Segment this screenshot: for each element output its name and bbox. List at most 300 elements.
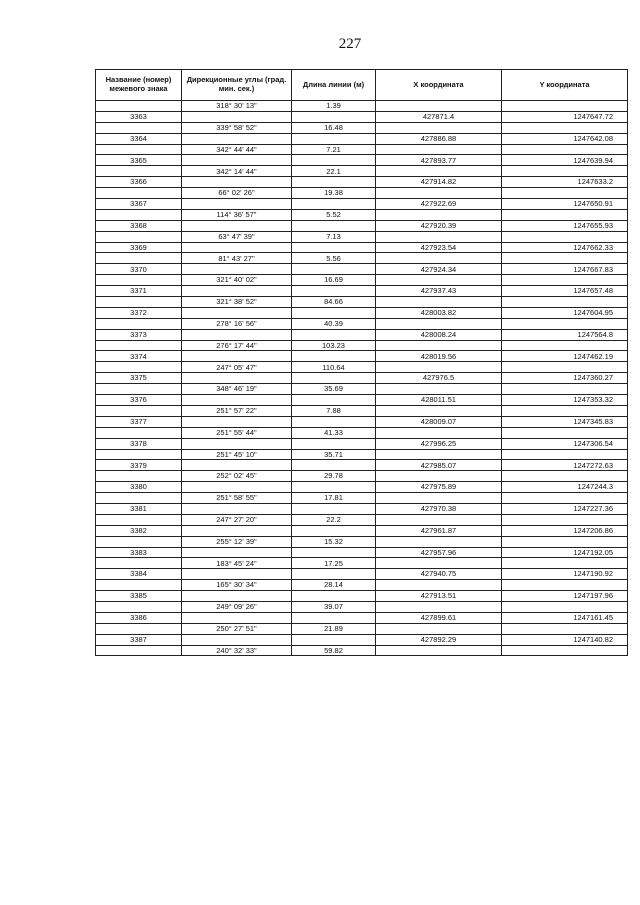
length-cell: 22.1 <box>292 166 376 177</box>
y-coordinate-cell: 1247190.92 <box>502 569 628 580</box>
point-name-cell: 3386 <box>96 612 182 623</box>
empty-cell <box>182 111 292 122</box>
point-name-cell: 3380 <box>96 482 182 493</box>
empty-cell <box>376 623 502 634</box>
x-coordinate-cell: 427913.51 <box>376 591 502 602</box>
empty-cell <box>376 188 502 199</box>
empty-cell <box>292 177 376 188</box>
length-cell: 41.33 <box>292 427 376 438</box>
empty-cell <box>502 514 628 525</box>
empty-cell <box>502 166 628 177</box>
empty-cell <box>292 503 376 514</box>
empty-cell <box>502 275 628 286</box>
y-coordinate-cell: 1247360.27 <box>502 373 628 384</box>
empty-cell <box>96 384 182 395</box>
y-coordinate-cell: 1247353.32 <box>502 395 628 406</box>
empty-cell <box>502 144 628 155</box>
empty-cell <box>182 438 292 449</box>
length-cell: 29.78 <box>292 471 376 482</box>
y-coordinate-cell: 1247604.95 <box>502 307 628 318</box>
empty-cell <box>292 199 376 210</box>
angle-cell: 342° 44' 44" <box>182 144 292 155</box>
empty-cell <box>182 264 292 275</box>
empty-cell <box>96 362 182 373</box>
empty-cell <box>292 373 376 384</box>
empty-cell <box>292 634 376 645</box>
empty-cell <box>502 188 628 199</box>
length-cell: 28.14 <box>292 580 376 591</box>
empty-cell <box>502 601 628 612</box>
y-coordinate-cell: 1247140.82 <box>502 634 628 645</box>
empty-cell <box>182 351 292 362</box>
x-coordinate-cell: 427975.89 <box>376 482 502 493</box>
empty-cell <box>96 471 182 482</box>
empty-cell <box>182 634 292 645</box>
point-name-cell: 3366 <box>96 177 182 188</box>
empty-cell <box>96 231 182 242</box>
angle-cell: 247° 05' 47" <box>182 362 292 373</box>
length-cell: 40.39 <box>292 318 376 329</box>
point-row <box>96 373 628 384</box>
empty-cell <box>182 547 292 558</box>
angle-cell: 250° 27' 51" <box>182 623 292 634</box>
point-name-cell: 3364 <box>96 133 182 144</box>
point-row <box>96 634 628 645</box>
point-name-cell: 3363 <box>96 111 182 122</box>
empty-cell <box>96 166 182 177</box>
length-cell: 7.88 <box>292 405 376 416</box>
y-coordinate-cell: 1247639.94 <box>502 155 628 166</box>
empty-cell <box>376 427 502 438</box>
empty-cell <box>182 416 292 427</box>
length-cell: 35.71 <box>292 449 376 460</box>
angle-cell: 81° 43' 27" <box>182 253 292 264</box>
empty-cell <box>292 155 376 166</box>
length-cell: 1.39 <box>292 101 376 112</box>
empty-cell <box>292 264 376 275</box>
empty-cell <box>182 133 292 144</box>
y-coordinate-cell: 1247564.8 <box>502 329 628 340</box>
point-name-cell: 3382 <box>96 525 182 536</box>
empty-cell <box>96 122 182 133</box>
empty-cell <box>96 318 182 329</box>
point-name-cell: 3384 <box>96 569 182 580</box>
angle-cell: 321° 40' 02" <box>182 275 292 286</box>
angle-cell: 114° 36' 57" <box>182 209 292 220</box>
empty-cell <box>376 209 502 220</box>
angle-cell: 276° 17' 44" <box>182 340 292 351</box>
angle-cell: 251° 45' 10" <box>182 449 292 460</box>
table-body <box>96 101 628 656</box>
length-cell: 15.32 <box>292 536 376 547</box>
empty-cell <box>96 645 182 656</box>
point-row <box>96 111 628 122</box>
angle-cell: 165° 30' 34" <box>182 580 292 591</box>
empty-cell <box>376 340 502 351</box>
x-coordinate-cell: 428011.51 <box>376 395 502 406</box>
segment-row <box>96 297 628 308</box>
empty-cell <box>182 199 292 210</box>
y-coordinate-cell: 1247197.96 <box>502 591 628 602</box>
angle-cell: 252° 02' 45" <box>182 471 292 482</box>
empty-cell <box>376 493 502 504</box>
angle-cell: 249° 09' 26" <box>182 601 292 612</box>
x-coordinate-cell: 427976.5 <box>376 373 502 384</box>
point-row <box>96 395 628 406</box>
angle-cell: 251° 57' 22" <box>182 405 292 416</box>
point-name-cell: 3377 <box>96 416 182 427</box>
angle-cell: 251° 55' 44" <box>182 427 292 438</box>
empty-cell <box>292 395 376 406</box>
empty-cell <box>96 601 182 612</box>
segment-row <box>96 645 628 656</box>
x-coordinate-cell: 427914.82 <box>376 177 502 188</box>
length-cell: 16.69 <box>292 275 376 286</box>
angle-cell: 278° 16' 56" <box>182 318 292 329</box>
length-cell: 22.2 <box>292 514 376 525</box>
segment-row <box>96 340 628 351</box>
angle-cell: 183° 45' 24" <box>182 558 292 569</box>
empty-cell <box>182 395 292 406</box>
empty-cell <box>502 340 628 351</box>
empty-cell <box>502 297 628 308</box>
x-coordinate-cell: 427961.87 <box>376 525 502 536</box>
empty-cell <box>182 460 292 471</box>
empty-cell <box>502 231 628 242</box>
point-name-cell: 3370 <box>96 264 182 275</box>
point-row <box>96 199 628 210</box>
empty-cell <box>292 591 376 602</box>
point-name-cell: 3379 <box>96 460 182 471</box>
empty-cell <box>502 101 628 112</box>
empty-cell <box>502 558 628 569</box>
angle-cell: 255° 12' 39" <box>182 536 292 547</box>
angle-cell: 240° 32' 33" <box>182 645 292 656</box>
x-coordinate-cell: 427924.34 <box>376 264 502 275</box>
empty-cell <box>376 297 502 308</box>
empty-cell <box>376 275 502 286</box>
empty-cell <box>182 155 292 166</box>
point-name-cell: 3374 <box>96 351 182 362</box>
segment-row <box>96 101 628 112</box>
point-row <box>96 569 628 580</box>
x-coordinate-cell: 427957.96 <box>376 547 502 558</box>
length-cell: 39.07 <box>292 601 376 612</box>
point-name-cell: 3371 <box>96 286 182 297</box>
segment-row <box>96 580 628 591</box>
x-coordinate-cell: 427871.4 <box>376 111 502 122</box>
point-name-cell: 3378 <box>96 438 182 449</box>
empty-cell <box>502 405 628 416</box>
empty-cell <box>376 384 502 395</box>
empty-cell <box>292 416 376 427</box>
point-row <box>96 286 628 297</box>
x-coordinate-cell: 427923.54 <box>376 242 502 253</box>
point-row <box>96 547 628 558</box>
y-coordinate-cell: 1247667.83 <box>502 264 628 275</box>
empty-cell <box>376 253 502 264</box>
empty-cell <box>376 122 502 133</box>
empty-cell <box>292 547 376 558</box>
empty-cell <box>292 351 376 362</box>
length-cell: 17.81 <box>292 493 376 504</box>
segment-row <box>96 427 628 438</box>
point-row <box>96 612 628 623</box>
empty-cell <box>502 384 628 395</box>
y-coordinate-cell: 1247657.48 <box>502 286 628 297</box>
empty-cell <box>292 242 376 253</box>
point-row <box>96 438 628 449</box>
y-coordinate-cell: 1247161.45 <box>502 612 628 623</box>
segment-row <box>96 209 628 220</box>
empty-cell <box>292 307 376 318</box>
empty-cell <box>96 188 182 199</box>
x-coordinate-cell: 427996.25 <box>376 438 502 449</box>
angle-cell: 342° 14' 44" <box>182 166 292 177</box>
empty-cell <box>96 405 182 416</box>
empty-cell <box>96 514 182 525</box>
x-coordinate-cell: 428019.56 <box>376 351 502 362</box>
empty-cell <box>502 493 628 504</box>
y-coordinate-cell: 1247633.2 <box>502 177 628 188</box>
empty-cell <box>96 209 182 220</box>
empty-cell <box>376 601 502 612</box>
table-header-row <box>96 70 628 101</box>
length-cell: 7.13 <box>292 231 376 242</box>
length-cell: 5.52 <box>292 209 376 220</box>
boundary-coordinates-table <box>95 69 628 656</box>
segment-row <box>96 166 628 177</box>
empty-cell <box>292 133 376 144</box>
point-name-cell: 3375 <box>96 373 182 384</box>
empty-cell <box>182 286 292 297</box>
point-row <box>96 460 628 471</box>
empty-cell <box>376 231 502 242</box>
empty-cell <box>182 177 292 188</box>
y-coordinate-cell: 1247655.93 <box>502 220 628 231</box>
x-coordinate-cell: 427893.77 <box>376 155 502 166</box>
empty-cell <box>182 307 292 318</box>
point-row <box>96 591 628 602</box>
length-cell: 5.56 <box>292 253 376 264</box>
empty-cell <box>96 253 182 264</box>
empty-cell <box>376 144 502 155</box>
empty-cell <box>292 569 376 580</box>
angle-cell: 339° 58' 52" <box>182 122 292 133</box>
header-name: Название (номер) межевого знака <box>96 70 182 101</box>
angle-cell: 247° 27' 20" <box>182 514 292 525</box>
empty-cell <box>96 580 182 591</box>
y-coordinate-cell: 1247227.36 <box>502 503 628 514</box>
length-cell: 59.82 <box>292 645 376 656</box>
point-name-cell: 3368 <box>96 220 182 231</box>
empty-cell <box>292 612 376 623</box>
empty-cell <box>502 253 628 264</box>
y-coordinate-cell: 1247206.86 <box>502 525 628 536</box>
y-coordinate-cell: 1247650.91 <box>502 199 628 210</box>
x-coordinate-cell: 427940.75 <box>376 569 502 580</box>
point-row <box>96 503 628 514</box>
empty-cell <box>182 525 292 536</box>
empty-cell <box>292 220 376 231</box>
segment-row <box>96 362 628 373</box>
header-angle: Дирекционные углы (град. мин. сек.) <box>182 70 292 101</box>
empty-cell <box>96 449 182 460</box>
empty-cell <box>376 645 502 656</box>
point-name-cell: 3373 <box>96 329 182 340</box>
angle-cell: 321° 38' 52" <box>182 297 292 308</box>
length-cell: 84.66 <box>292 297 376 308</box>
empty-cell <box>502 471 628 482</box>
segment-row <box>96 318 628 329</box>
empty-cell <box>182 612 292 623</box>
point-row <box>96 329 628 340</box>
empty-cell <box>376 405 502 416</box>
empty-cell <box>376 101 502 112</box>
empty-cell <box>182 482 292 493</box>
empty-cell <box>96 144 182 155</box>
x-coordinate-cell: 428008.24 <box>376 329 502 340</box>
empty-cell <box>502 427 628 438</box>
empty-cell <box>502 580 628 591</box>
length-cell: 21.89 <box>292 623 376 634</box>
point-row <box>96 416 628 427</box>
x-coordinate-cell: 427985.07 <box>376 460 502 471</box>
x-coordinate-cell: 427886.88 <box>376 133 502 144</box>
segment-row <box>96 231 628 242</box>
point-name-cell: 3385 <box>96 591 182 602</box>
y-coordinate-cell: 1247662.33 <box>502 242 628 253</box>
segment-row <box>96 122 628 133</box>
empty-cell <box>182 591 292 602</box>
segment-row <box>96 514 628 525</box>
empty-cell <box>292 525 376 536</box>
y-coordinate-cell: 1247345.83 <box>502 416 628 427</box>
empty-cell <box>502 536 628 547</box>
empty-cell <box>182 503 292 514</box>
segment-row <box>96 558 628 569</box>
empty-cell <box>292 329 376 340</box>
y-coordinate-cell: 1247642.08 <box>502 133 628 144</box>
empty-cell <box>376 558 502 569</box>
segment-row <box>96 188 628 199</box>
point-name-cell: 3365 <box>96 155 182 166</box>
y-coordinate-cell: 1247462.19 <box>502 351 628 362</box>
length-cell: 110.64 <box>292 362 376 373</box>
point-row <box>96 351 628 362</box>
empty-cell <box>502 318 628 329</box>
segment-row <box>96 384 628 395</box>
empty-cell <box>502 209 628 220</box>
point-row <box>96 133 628 144</box>
segment-row <box>96 144 628 155</box>
point-row <box>96 242 628 253</box>
y-coordinate-cell: 1247272.63 <box>502 460 628 471</box>
point-name-cell: 3381 <box>96 503 182 514</box>
empty-cell <box>502 645 628 656</box>
empty-cell <box>502 362 628 373</box>
length-cell: 35.69 <box>292 384 376 395</box>
empty-cell <box>96 101 182 112</box>
length-cell: 16.48 <box>292 122 376 133</box>
angle-cell: 318° 30' 13" <box>182 101 292 112</box>
x-coordinate-cell: 428003.82 <box>376 307 502 318</box>
empty-cell <box>96 275 182 286</box>
length-cell: 103.23 <box>292 340 376 351</box>
angle-cell: 251° 58' 55" <box>182 493 292 504</box>
x-coordinate-cell: 427899.61 <box>376 612 502 623</box>
point-row <box>96 220 628 231</box>
empty-cell <box>376 318 502 329</box>
segment-row <box>96 471 628 482</box>
empty-cell <box>502 449 628 460</box>
x-coordinate-cell: 427970.38 <box>376 503 502 514</box>
empty-cell <box>96 536 182 547</box>
page-number: 227 <box>338 36 362 52</box>
empty-cell <box>376 166 502 177</box>
header-length: Длина линии (м) <box>292 70 376 101</box>
empty-cell <box>182 373 292 384</box>
length-cell: 7.21 <box>292 144 376 155</box>
segment-row <box>96 493 628 504</box>
x-coordinate-cell: 427920.39 <box>376 220 502 231</box>
x-coordinate-cell: 427937.43 <box>376 286 502 297</box>
empty-cell <box>182 242 292 253</box>
point-row <box>96 155 628 166</box>
point-row <box>96 177 628 188</box>
empty-cell <box>502 623 628 634</box>
point-row <box>96 264 628 275</box>
empty-cell <box>376 449 502 460</box>
empty-cell <box>376 536 502 547</box>
angle-cell: 63° 47' 39" <box>182 231 292 242</box>
empty-cell <box>376 362 502 373</box>
empty-cell <box>96 623 182 634</box>
empty-cell <box>96 493 182 504</box>
x-coordinate-cell: 427922.69 <box>376 199 502 210</box>
x-coordinate-cell: 427892.29 <box>376 634 502 645</box>
header-y: Y координата <box>502 70 628 101</box>
segment-row <box>96 623 628 634</box>
segment-row <box>96 405 628 416</box>
point-name-cell: 3369 <box>96 242 182 253</box>
empty-cell <box>96 340 182 351</box>
point-row <box>96 525 628 536</box>
empty-cell <box>292 482 376 493</box>
empty-cell <box>292 286 376 297</box>
point-name-cell: 3372 <box>96 307 182 318</box>
segment-row <box>96 536 628 547</box>
empty-cell <box>292 111 376 122</box>
y-coordinate-cell: 1247244.3 <box>502 482 628 493</box>
point-name-cell: 3387 <box>96 634 182 645</box>
empty-cell <box>182 569 292 580</box>
x-coordinate-cell: 428009.07 <box>376 416 502 427</box>
angle-cell: 66° 02' 26" <box>182 188 292 199</box>
empty-cell <box>376 514 502 525</box>
empty-cell <box>182 329 292 340</box>
empty-cell <box>376 471 502 482</box>
empty-cell <box>182 220 292 231</box>
empty-cell <box>96 297 182 308</box>
y-coordinate-cell: 1247306.54 <box>502 438 628 449</box>
point-row <box>96 482 628 493</box>
segment-row <box>96 449 628 460</box>
point-name-cell: 3383 <box>96 547 182 558</box>
empty-cell <box>292 460 376 471</box>
point-name-cell: 3376 <box>96 395 182 406</box>
segment-row <box>96 275 628 286</box>
